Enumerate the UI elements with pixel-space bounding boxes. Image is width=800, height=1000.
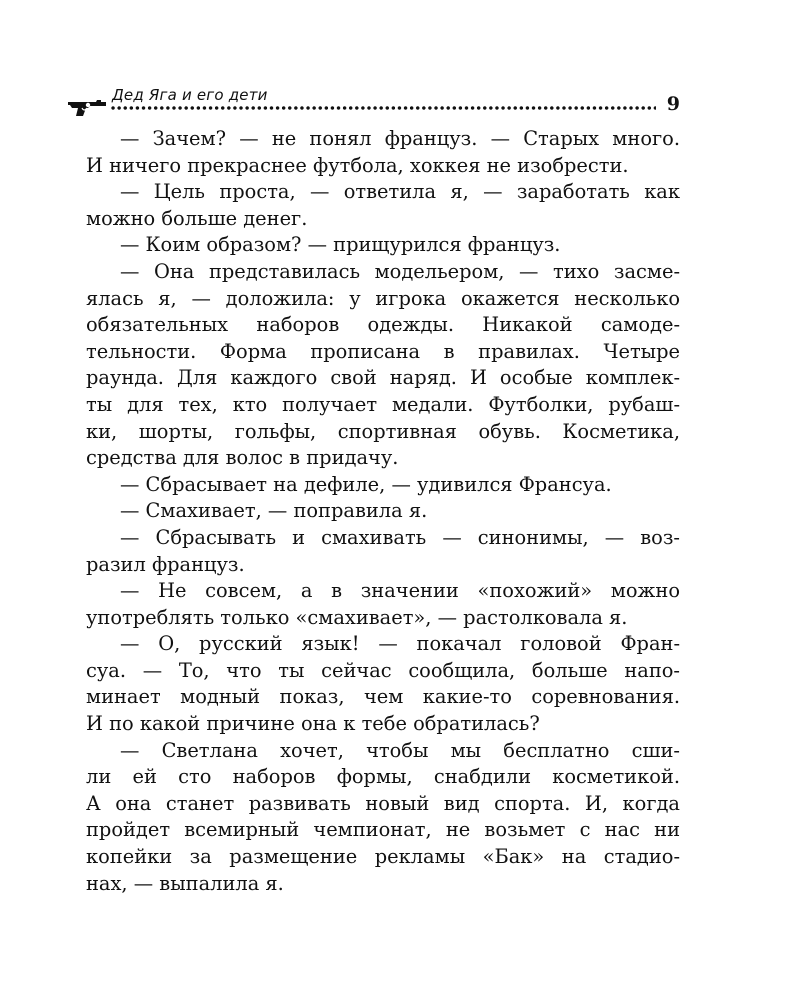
text-line: — Цель проста, — ответила я, — заработать как	[120, 180, 680, 204]
text-line: И ничего прекраснее футбола, хоккея не изобрести.	[86, 153, 629, 177]
text-line: И по какой причине она к тебе обратилась?	[86, 712, 540, 736]
text-line: — Сбрасывает на дефиле, — удивился Франсуа.	[120, 472, 612, 496]
text-line: А она станет развивать новый вид спорта. И, когда	[86, 791, 680, 815]
text-line: можно больше денег.	[86, 206, 308, 230]
body-text	[86, 126, 680, 897]
dotted-leader	[110, 106, 656, 110]
text-line: — Она представилась модельером, — тихо засме-	[120, 259, 680, 283]
text-line: ты для тех, кто получает медали. Футболки, рубаш-	[86, 392, 680, 416]
text-line: — Не совсем, а в значении «похожий» можно	[120, 579, 680, 603]
text-line: раунда. Для каждого свой наряд. И особые комплек-	[86, 366, 680, 390]
text-line: — Светлана хочет, чтобы мы бесплатно сши-	[120, 738, 680, 762]
text-line: копейки за размещение рекламы «Бак» на стадио-	[86, 845, 680, 869]
text-line: — Зачем? — не понял француз. — Старых много.	[120, 127, 680, 150]
running-head	[66, 82, 686, 120]
text-line: ялась я, — доложила: у игрока окажется несколько	[86, 286, 680, 310]
text-line: ли ей сто наборов формы, снабдили косметикой.	[86, 765, 680, 789]
text-line: суа. — То, что ты сейчас сообщила, больше напо-	[86, 658, 680, 682]
text-line: нах, — выпалила я.	[86, 871, 284, 895]
text-line: минает модный показ, чем какие-то соревнования.	[86, 685, 680, 709]
text-line: разил француз.	[86, 552, 245, 576]
text-line: — Смахивает, — поправила я.	[120, 499, 428, 523]
text-line: употреблять только «смахивает», — растолковала я.	[86, 605, 628, 629]
text-line: тельности. Форма прописана в правилах. Четыре	[86, 339, 680, 363]
text-line: — О, русский язык! — покачал головой Фран-	[120, 632, 680, 656]
text-line: — Сбрасывать и смахивать — синонимы, — воз-	[120, 525, 680, 549]
revolver-icon	[66, 96, 110, 118]
text-line: ки, шорты, гольфы, спортивная обувь. Косметика,	[86, 419, 680, 443]
text-line: средства для волос в придачу.	[86, 446, 399, 470]
running-head-title: Дед Яга и его дети	[112, 86, 268, 104]
text-line: пройдет всемирный чемпионат, не возьмет с нас ни	[86, 818, 680, 842]
text-line: — Коим образом? — прищурился француз.	[120, 233, 561, 257]
text-line: обязательных наборов одежды. Никакой самоде-	[86, 313, 680, 337]
page-number: 9	[666, 93, 680, 115]
